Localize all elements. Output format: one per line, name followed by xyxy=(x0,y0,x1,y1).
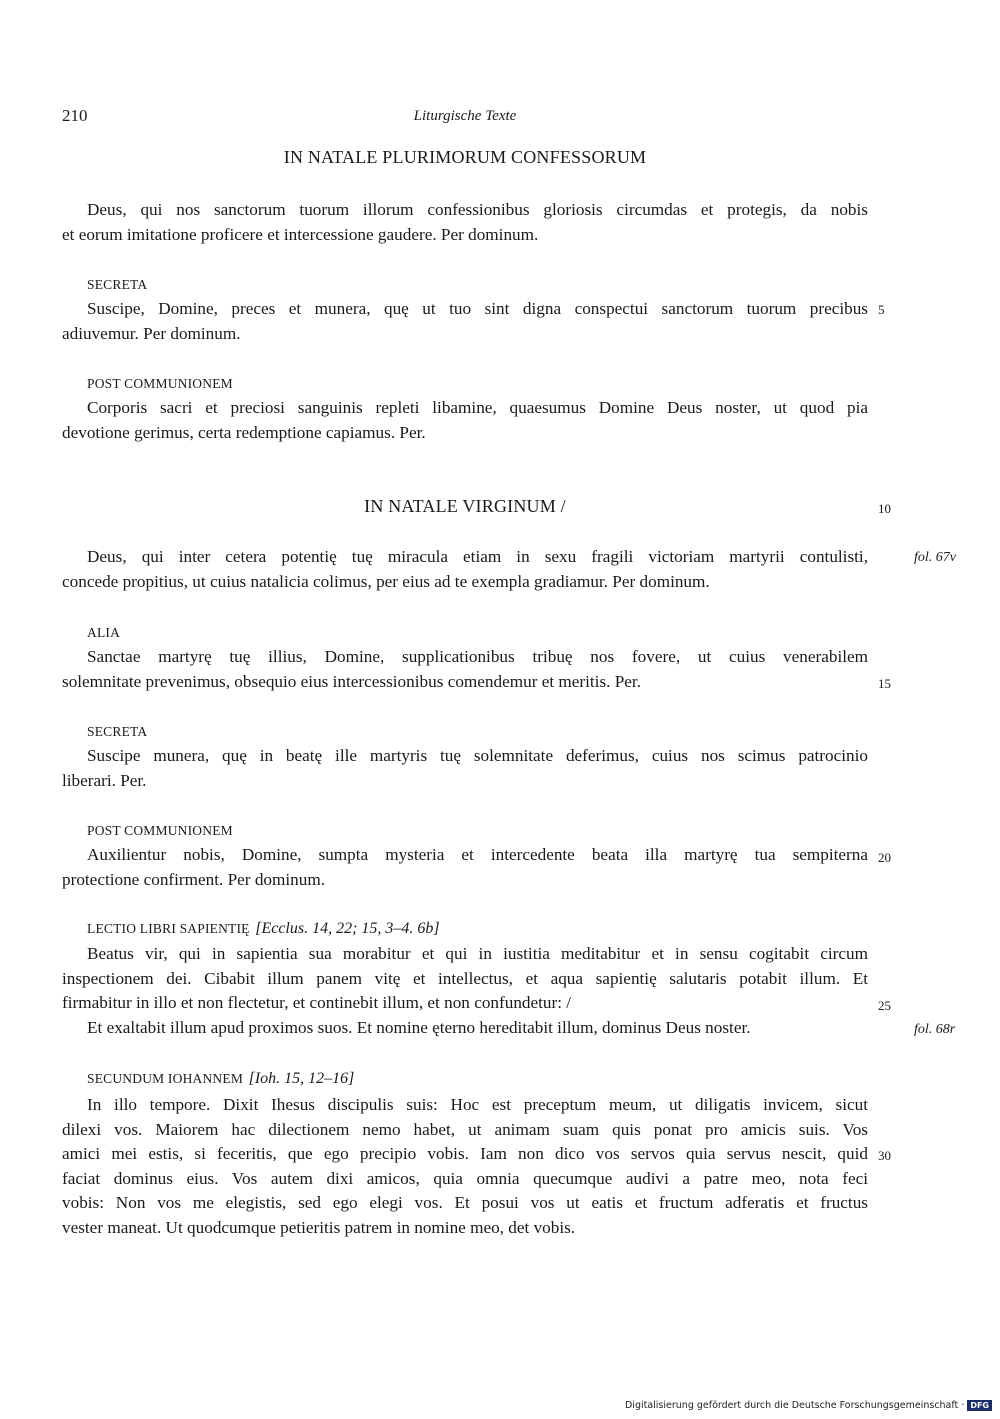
text-line: vester maneat. Ut quodcumque petieritis patrem in nomine meo, det vobis. xyxy=(62,1217,576,1237)
rubric-heading: SECRETA xyxy=(87,724,148,739)
rubric-heading xyxy=(87,1070,354,1088)
text-line: faciat dominus eius. Vos autem dixi amicos, quia omnia quecumque audivi a patre meo, nota feci xyxy=(62,1168,868,1188)
reading-paragraph xyxy=(62,1093,868,1241)
prayer-paragraph xyxy=(62,744,868,793)
line-number: 30 xyxy=(878,1148,891,1163)
text-line: vobis: Non vos me elegistis, sed ego elegi vos. Et posui vos ut eatis et fructum adferatis et fructus xyxy=(62,1193,868,1213)
text-line: devotione gerimus, certa redemptione capiamus. Per. xyxy=(62,422,426,442)
rubric-label: SECUNDUM IOHANNEM xyxy=(87,1071,244,1086)
line-number: 5 xyxy=(878,302,885,317)
page-header xyxy=(62,106,868,132)
reading-paragraph xyxy=(62,942,868,1040)
dfg-logo: DFG xyxy=(967,1400,992,1411)
text-line: solemnitate prevenimus, obsequio eius intercessionibus comendemur et meritis. Per. xyxy=(62,671,642,691)
rubric-heading: POST COMMUNIONEM xyxy=(87,376,233,391)
text-line: Corporis sacri et preciosi sanguinis repleti libamine, quaesumus Domine Deus noster, ut quod pia xyxy=(87,398,868,417)
funding-footer xyxy=(625,1400,992,1411)
prayer-paragraph xyxy=(62,843,868,892)
rubric-heading: POST COMMUNIONEM xyxy=(87,823,233,838)
text-line: adiuvemur. Per dominum. xyxy=(62,323,241,343)
text-line: liberari. Per. xyxy=(62,770,147,790)
footer-text: Digitalisierung gefördert durch die Deutsche Forschungsgemeinschaft · xyxy=(624,1400,965,1411)
text-line: Deus, qui inter cetera potentię tuę miracula etiam in sexu fragili victoriam martyrii contulisti, xyxy=(87,547,868,566)
text-line: Deus, qui nos sanctorum tuorum illorum confessionibus gloriosis circumdas et protegis, da nobis xyxy=(87,200,868,219)
prayer-paragraph xyxy=(62,396,868,445)
text-line: dilexi vos. Maiorem hac dilectionem nemo habet, ut animam suam quis ponat pro amicis suis. Vos xyxy=(62,1119,868,1139)
section-title: IN NATALE PLURIMORUM CONFESSORUM xyxy=(283,147,647,167)
prayer-paragraph xyxy=(62,198,868,247)
line-number: 10 xyxy=(878,501,891,516)
rubric-heading: ALIA xyxy=(87,625,121,640)
line-number: 25 xyxy=(878,998,891,1013)
rubric-heading xyxy=(87,920,440,938)
text-line: inspectionem dei. Cibabit illum panem vitę et intellectus, et aqua sapientię salutaris potabit illum. Et xyxy=(62,968,868,988)
rubric-label: LECTIO LIBRI SAPIENTIĘ xyxy=(87,921,250,936)
folio-mark: fol. 68r xyxy=(914,1022,956,1037)
text-line: et eorum imitatione proficere et intercessione gaudere. Per dominum. xyxy=(62,224,539,244)
section-title: IN NATALE VIRGINUM / xyxy=(364,496,566,516)
text-line: In illo tempore. Dixit Ihesus discipulis suis: Hoc est preceptum meum, ut diligatis invicem, sicut xyxy=(87,1095,868,1114)
text-line: protectione confirment. Per dominum. xyxy=(62,869,325,889)
text-line: concede propitius, ut cuius natalicia colimus, per eius ad te exempla gradiamur. Per dominum. xyxy=(62,571,710,591)
text-line: Sanctae martyrę tuę illius, Domine, supplicationibus tribuę nos fovere, ut cuius venerabilem xyxy=(87,647,868,666)
rubric-heading: SECRETA xyxy=(87,277,148,292)
text-line: Suscipe, Domine, preces et munera, quę ut tuo sint digna conspectui sanctorum tuorum precibus xyxy=(87,299,868,318)
text-line: firmabitur in illo et non flectetur, et continebit illum, et non confundetur: / xyxy=(62,993,572,1013)
running-title: Liturgische Texte xyxy=(413,108,517,124)
page-number: 210 xyxy=(62,106,88,125)
scripture-reference: [Ecclus. 14, 22; 15, 3–4. 6b] xyxy=(255,920,440,937)
folio-mark: fol. 67v xyxy=(914,550,956,565)
text-line: amici mei estis, si feceritis, que ego precipio vobis. Iam non dico vos servos quia servus nescit, quid xyxy=(62,1144,868,1164)
prayer-paragraph xyxy=(62,297,868,346)
text-line: Suscipe munera, quę in beatę ille martyris tuę solemnitate deferimus, cuius nos scimus patrocinio xyxy=(87,746,868,765)
text-line: Et exaltabit illum apud proximos suos. Et nomine ęterno hereditabit illum, dominus Deus noster. xyxy=(87,1017,751,1037)
prayer-paragraph xyxy=(62,545,868,594)
text-line: Auxilientur nobis, Domine, sumpta mysteria et intercedente beata illa martyrę tua sempiterna xyxy=(87,845,868,864)
text-line: Beatus vir, qui in sapientia sua morabitur et qui in iustitia meditabitur et in sensu cogitabit circum xyxy=(87,944,868,963)
prayer-paragraph xyxy=(62,645,868,694)
line-number: 15 xyxy=(878,676,891,691)
line-number: 20 xyxy=(878,850,891,865)
scripture-reference: [Ioh. 15, 12–16] xyxy=(248,1070,355,1087)
